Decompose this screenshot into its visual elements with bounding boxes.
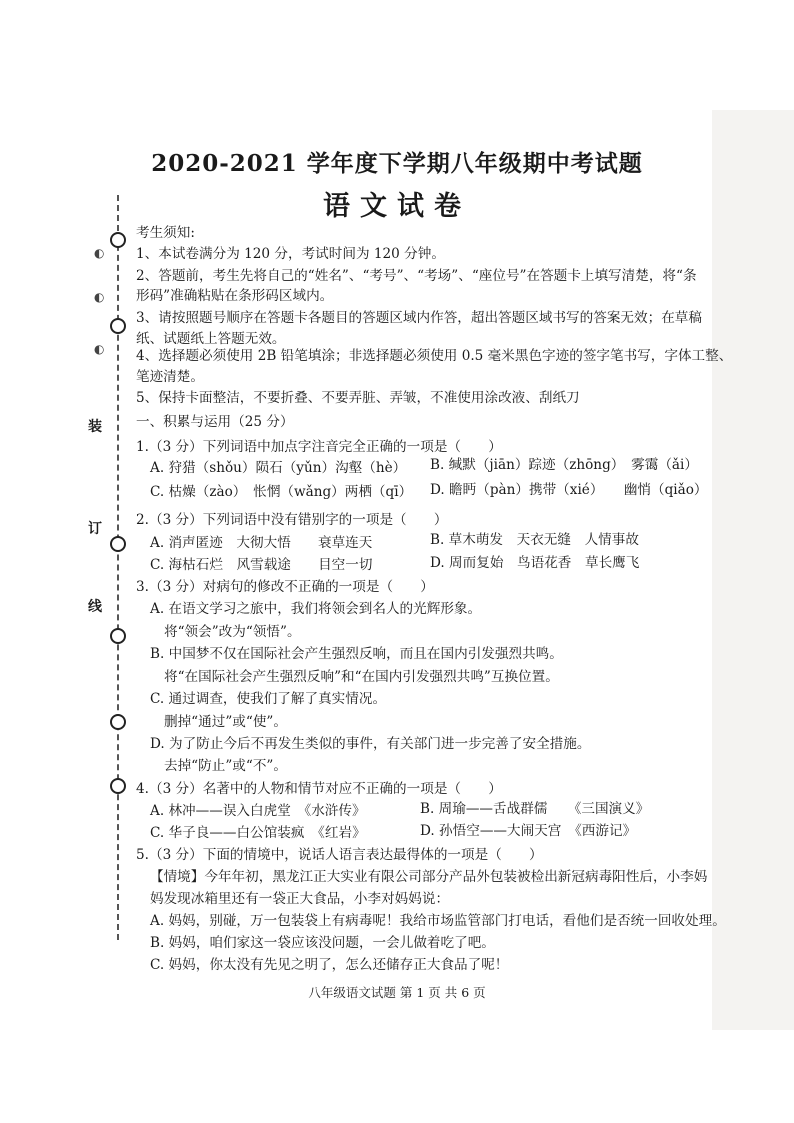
option: B. 草木萌发 天衣无缝 人情事故 (430, 532, 639, 548)
binding-hole-icon (110, 536, 126, 552)
binding-hole-icon (110, 778, 126, 794)
exam-subtitle: 语文试卷 (323, 191, 471, 222)
option: C. 妈妈，你太没有先见之明了，怎么还储存正大食品了呢！ (150, 957, 509, 973)
option: C. 通过调查，使我们了解了真实情况。 (150, 691, 387, 707)
option: A. 妈妈，别碰，万一包装袋上有病毒呢！我给市场监管部门打电话，看他们是否统一回收处理。 (150, 913, 726, 929)
binding-hole-icon: ◐ (94, 290, 105, 304)
option: C. 枯燥（zào） 怅惘（wǎng）两栖（qī） (150, 484, 413, 500)
question-4: 4.（3 分）名著中的人物和情节对应不正确的一项是（ ） (136, 781, 502, 797)
option-note: 去掉“防止”或“不”。 (164, 758, 287, 774)
notice-item: 1、本试卷满分为 120 分，考试时间为 120 分钟。 (136, 246, 445, 262)
option: D. 孙悟空——大闹天宫 《西游记》 (420, 823, 637, 839)
notice-item: 笔迹清楚。 (136, 369, 204, 385)
gutter-label: 订 (88, 521, 102, 537)
option: A. 消声匿迹 大彻大悟 衰草连天 (150, 535, 373, 551)
option: D. 周而复始 鸟语花香 草长鹰飞 (430, 555, 640, 571)
option-note: 将“在国际社会产生强烈反响”和“在国内引发强烈共鸣”互换位置。 (164, 669, 559, 685)
gutter-label: 线 (88, 599, 102, 615)
notice-item: 2、答题前，考生先将自己的“姓名”、“考号”、“考场”、“座位号”在答题卡上填写清楚，将“条 (136, 268, 697, 284)
option: B. 周瑜——舌战群儒 《三国演义》 (420, 801, 650, 817)
adjacent-page-shadow (712, 110, 794, 1030)
notice-item: 4、选择题必须使用 2B 铅笔填涂；非选择题必须使用 0.5 毫米黑色字迹的签字笔书写，字体工整、 (136, 348, 733, 364)
notice-item: 5、保持卡面整洁，不要折叠、不要弄脏、弄皱，不准使用涂改液、刮纸刀 (136, 390, 580, 406)
binding-hole-icon (110, 714, 126, 730)
section-heading: 一、积累与运用（25 分） (136, 414, 294, 430)
binding-hole-icon (110, 318, 126, 334)
option-note: 删掉“通过”或“使”。 (164, 714, 287, 730)
option: C. 华子良——白公馆装疯 《红岩》 (150, 825, 366, 841)
question-2: 2.（3 分）下列词语中没有错别字的一项是（ ） (136, 512, 448, 528)
option-note: 将“领会”改为“领悟”。 (164, 624, 301, 640)
context-text: 妈发现冰箱里还有一袋正大食品，小李对妈妈说： (150, 891, 450, 907)
option: D. 瞻眄（pàn）携带（xié） 幽悄（qiǎo） (430, 482, 708, 498)
option: A. 在语文学习之旅中，我们将领会到名人的光辉形象。 (150, 601, 482, 617)
option: B. 中国梦不仅在国际社会产生强烈反响，而且在国内引发强烈共鸣。 (150, 646, 563, 662)
page-footer: 八年级语文试题 第 1 页 共 6 页 (308, 985, 486, 1000)
option: A. 林冲——误入白虎堂 《水浒传》 (150, 803, 366, 819)
notice-item: 纸、试题纸上答题无效。 (136, 331, 286, 347)
exam-title: 2020-2021 学年度下学期八年级期中考试题 (151, 150, 643, 177)
option: B. 妈妈，咱们家这一袋应该没问题，一会儿做着吃了吧。 (150, 935, 495, 951)
binding-hole-icon: ◐ (94, 246, 105, 260)
option: B. 缄默（jiān）踪迹（zhōng） 雾霭（ǎi） (430, 457, 698, 473)
binding-hole-icon (110, 628, 126, 644)
binding-hole-icon: ◐ (94, 342, 105, 356)
context-text: 【情境】今年年初，黑龙江正大实业有限公司部分产品外包装被检出新冠病毒阳性后，小李妈 (150, 869, 708, 885)
notice-item: 形码”准确粘贴在条形码区域内。 (136, 288, 334, 304)
notice-heading: 考生须知: (136, 225, 195, 241)
binding-dashed-line (117, 195, 119, 940)
option: D. 为了防止今后不再发生类似的事件，有关部门进一步完善了安全措施。 (150, 736, 591, 752)
gutter-label: 装 (88, 419, 102, 435)
option: A. 狩猎（shǒu）陨石（yǔn）沟壑（hè） (150, 460, 407, 476)
question-1: 1.（3 分）下列词语中加点字注音完全正确的一项是（ ） (136, 439, 502, 455)
question-3: 3.（3 分）对病句的修改不正确的一项是（ ） (136, 579, 434, 595)
option: C. 海枯石烂 风雪载途 目空一切 (150, 557, 373, 573)
question-5: 5.（3 分）下面的情境中，说话人语言表达最得体的一项是（ ） (136, 847, 543, 863)
binding-hole-icon (110, 232, 126, 248)
notice-item: 3、请按照题号顺序在答题卡各题目的答题区域内作答，超出答题区域书写的答案无效；在草稿 (136, 310, 702, 326)
